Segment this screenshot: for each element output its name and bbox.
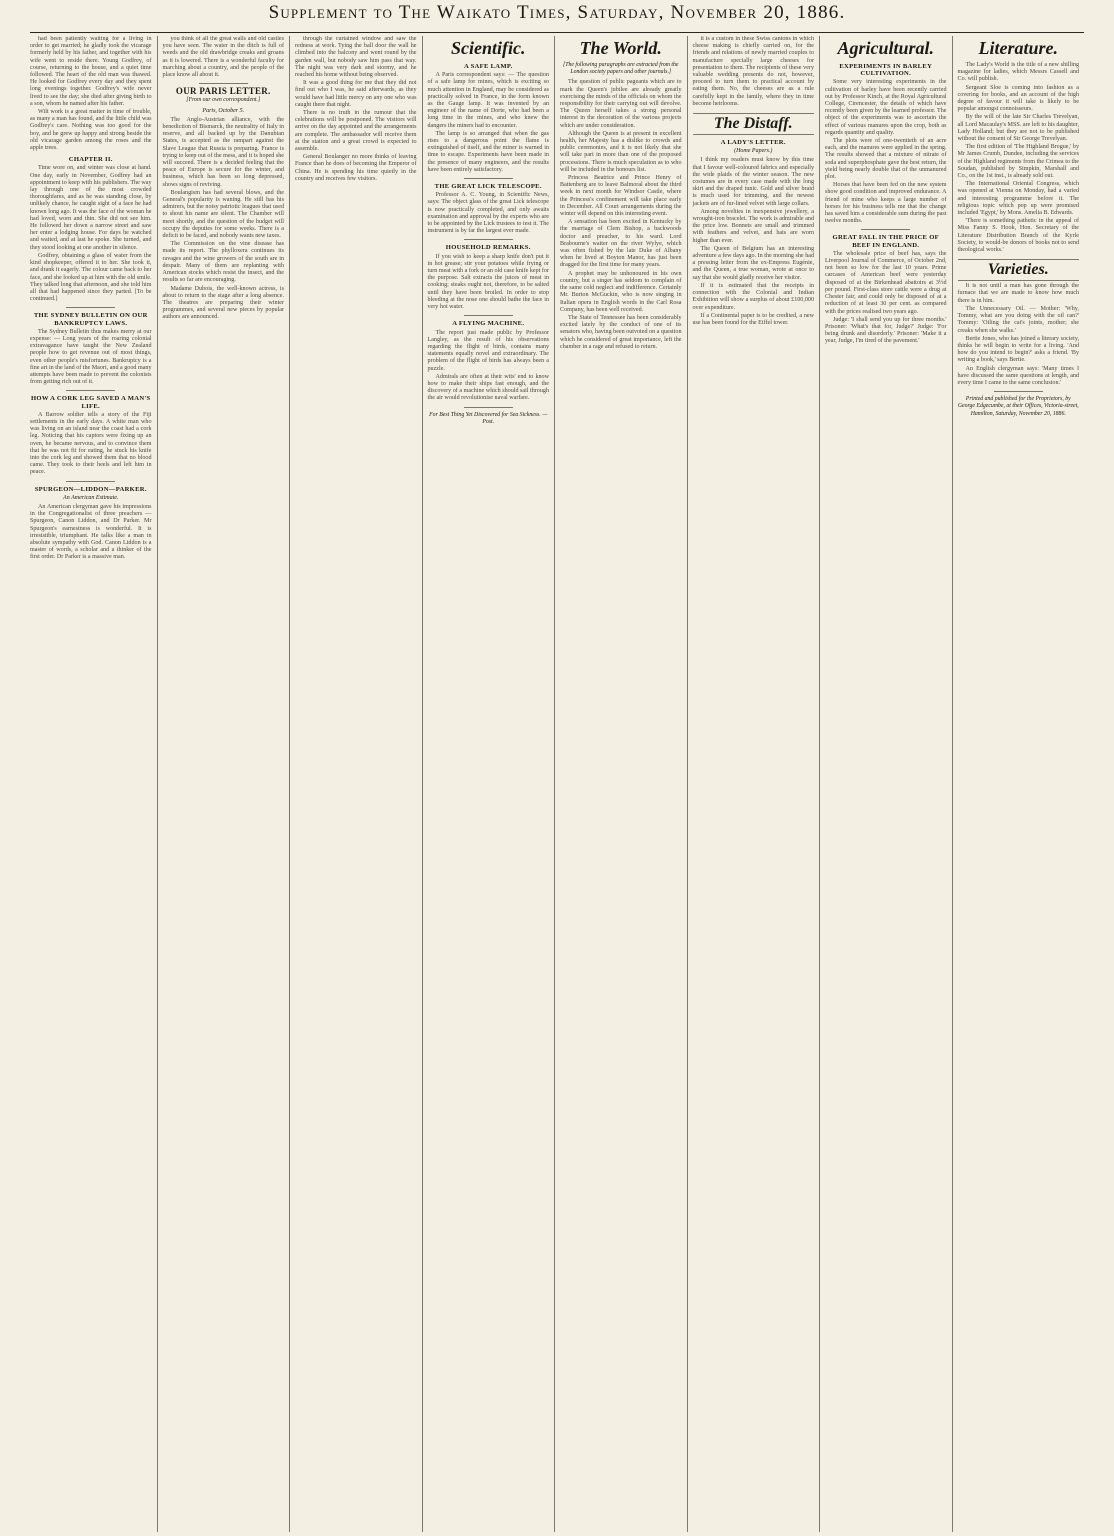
article-text: A Paris correspondent says: — The question of a safe lamp for mines, which is exciting so much attention in England, may be considered as practically solved in France, in the form known as the Gauge lamp. It was invented by an engineer of the name of Dorte, who had been a long time in the mines, and who knew the dangers the miners had to encounter. [427, 72, 549, 129]
headline-paris-letter: OUR PARIS LETTER. [175, 86, 271, 97]
article-text: The first edition of 'The Highland Brogue,' by Mr James Crumb, Dundee, including the services of the Highland regiments from the Crimea to the Soudan, published by Simpkin, Marshall and Co., on the 1st inst., is already sold out. [957, 144, 1079, 180]
divider [994, 391, 1043, 392]
article-text: Admirals are often at their wits' end to know how to make their ships fast enough, and the discovery of a machine which should sail through the air would revolutionise naval warfare. [427, 373, 549, 402]
divider [464, 178, 513, 179]
article-text: Time wore on, and winter was close at hand. One day, early in November, Godfrey had an appointment to keep with his publishers. The way lay through one of the most crowded thoroughfares, and as he was standing close, by unlikely chance, he caught sight of a face he had known long ago. It was the face of the woman he had loved, worn and thin. She did not see him. He followed her down a narrow street and saw her enter a lodging house. For days he watched and waited, and at last he spoke. She turned, and they stood looking at one another in silence. [30, 165, 152, 251]
column-5 [554, 36, 687, 1532]
headline-flying-machine: A FLYING MACHINE. [452, 320, 525, 328]
article-text: you think of all the great walls and old castles you have seen. The water in the ditch is full of weeds and the old drawbridge creaks and groans as it is lowered. There is a wonderful faculty for marching about a country, and the people of the place know all about it. [162, 36, 284, 79]
article-text: Among novelties in inexpensive jewellery, a wrought-iron bracelet. The work is admirable and the price low. Bonnets are small and trimmed with feathers and velvet, and hats are worn higher than ever. [692, 208, 814, 244]
article-text: By the will of the late Sir Charles Trevelyan, all Lord Macaulay's MSS. are left to his daughter, Lady Holland; but they are not to be published without the consent of Sir George Trevelyan. [957, 114, 1079, 143]
divider [861, 229, 910, 230]
article-text: A Barrow soldier tells a story of the Fiji settlements in the early days. A white man who was living on an island near the coast had a cork leg. Noticing that his captors were fixing up an oven, he became nervous, and to convince them that he was not fit for eating, he stuck his knife into the cork leg and showed them that no blood came. They took to their heels and left him in peace. [30, 411, 152, 476]
article-text: I think my readers must know by this time that I favour well-coloured fabrics and especially the wide plaids of the winter season. The new costumes are in every case made with the long skirt and the draped tunic. Gold and silver braid is much used for trimming, and the newest jackets are of fur-lined velvet with large collars. [692, 157, 814, 207]
divider [199, 83, 248, 84]
article-text: 'There is something pathetic in the appeal of Miss Fanny S. Hook, Hon. Secretary of the Literature Distribution Branch of the Kyrle Society, to would-be donors of books not to send theological works.' [957, 218, 1079, 254]
column-6 [687, 36, 820, 1532]
section-title-varieties: Varieties. [958, 259, 1080, 281]
article-text: Horses that have been fed on the new system show good condition and improved endurance. A friend of mine who keeps a large number of horses for his business tells me that the change has saved him a considerable sum during the past twelve months. [825, 182, 947, 225]
article-text: The question of public pageants which are to mark the Queen's jubilee are already greatly exercising the minds of the officials on whom the responsibility for their carrying out will devolve. The Queen herself takes a strong personal interest in the decoration of the various projects which are under consideration. [560, 79, 682, 129]
section-title-agricultural: Agricultural. [837, 38, 935, 58]
article-text: The Unnecessary Oil. — Mother: 'Why, Tommy, what are you doing with the oil can?' Tommy: 'Oiling the cat's joints, mother; she creaks when she walks.' [957, 305, 1079, 334]
column-7 [819, 36, 952, 1532]
article-text: It is not until a man has gone through the furnace that we are made to know how much there is in him. [957, 283, 1079, 304]
article-text: Madame Dubois, the well-known actress, is about to return to the stage after a long absence. The theatres are preparing their winter programmes, and several new pieces by popular authors are announced. [162, 285, 284, 321]
article-text: The wholesale price of beef has, says the Liverpool Journal of Commerce, of October 2nd, not been so low for the last 10 years. Prime carcases of American beef were yesterday disposed of at the Birkenhead abattoirs at 3½d per pound. First-class store cattle were a drug at Chester fair, and could only be disposed of at a reduction of at least 30 per cent. as compared with the prices realised two years ago. [825, 250, 947, 315]
dateline: Paris, October 5. [202, 107, 245, 114]
columns [30, 36, 1084, 1532]
headline-ladys-letter: A LADY'S LETTER. [720, 139, 786, 147]
headline-safe-lamp: A SAFE LAMP. [463, 63, 513, 70]
column-8 [952, 36, 1085, 1532]
article-text: There is no truth in the rumour that the celebrations will be postponed. The visitors will arrive on the day appointed and the arrangements are complete. The ambassador will receive them at the station and a great crowd is expected to assemble. [295, 110, 417, 153]
subheading: An American Estimate. [63, 494, 119, 501]
headline-beef: GREAT FALL IN THE PRICE OF BEEF IN ENGLAND. [832, 234, 939, 249]
article-text: The State of Tennessee has been considerably excited lately by the conduct of one of its senators who, having been outvoted on a question which he considered of great importance, left the chamber in a rage and refused to return. [560, 314, 682, 350]
article-text: Judge: 'I shall send you up for three months.' Prisoner: 'What's that for, Judge?' Judge: 'For being drunk and disorderly.' Prisoner: 'Make it a year, Judge, I'm tired of the pavement.' [825, 316, 947, 345]
article-text: It was a good thing for me that they did not find out who I was, he said afterwards, as they would have had little mercy on any one who was caught there that night. [295, 80, 417, 108]
article-text: The Queen of Belgium has an interesting adventure a few days ago. In the morning she had a pressing letter from the ex-Empress Eugénie, and the Queen, a true woman, wrote at once to say that she would gladly receive her visitor. [692, 245, 814, 281]
chapter-heading: CHAPTER II. [68, 156, 113, 164]
column-4 [422, 36, 555, 1532]
divider [66, 390, 115, 391]
article-text: An English clergyman says: 'Many times I have discussed the same questions at length, and every time I came to the same conclusion.' [957, 365, 1079, 386]
section-title-scientific: Scientific. [451, 38, 526, 58]
column-3 [289, 36, 422, 1532]
headline-cork-leg: HOW A CORK LEG SAVED A MAN'S LIFE. [30, 395, 151, 410]
column-2 [157, 36, 290, 1532]
article-text: If a Continental paper is to be credited, a new use has been found for the Eiffel tower. [692, 312, 814, 326]
article-text: through the curtained window and saw the redness at work. Tying the ball door the wall he climbed into the balcony and went round by the garden wall, but nobody saw him pass that way. The night was very dark and stormy, and he reached his home without being observed. [295, 36, 417, 79]
advert-line: For Best Thing Yet Discovered for Sea Sickness. — Post. [429, 411, 548, 425]
article-text: A prophet may be unhonoured in his own country, but a singer has seldom to complain of the same cold neglect and indifference. Certainly Mr. Burton McGuckin, who is now singing in Italian opera in English words in the Carl Rosa Company, has been well received. [560, 270, 682, 313]
headline-barley: EXPERIMENTS IN BARLEY CULTIVATION. [839, 63, 933, 78]
article-text: The International Oriental Congress, which was opened at Vienna on Monday, had a varied and interesting programme before it. The religious topic which pop up were promised included 'Egypt,' by Mons. Amelia B. Edwards. [957, 181, 1079, 217]
article-text: it is a custom in these Swiss cantons in which cheese making is chiefly carried on, for the friends and relations of newly married couples to manufacture specially large cheeses for presentation to them. The recipients of these very valuable wedding presents do not, however, proceed to turn them to practical account by eating them. No, the cheeses are as a rule carefully kept in the family, where they in time become heirlooms. [692, 36, 814, 107]
divider [464, 407, 513, 408]
headline-household: HOUSEHOLD REMARKS. [445, 244, 531, 252]
article-text: The Commission on the vine disease has made its report. The phylloxera continues its ravages and the wine growers of the south are in despair. Many of them are replanting with American stocks which resist the insect, and the results so far are encouraging. [162, 241, 284, 284]
article-text: The Lady's World is the title of a new shilling magazine for ladies, which Messrs Cassell and Co. will publish. [957, 62, 1079, 83]
article-text: The lamp is so arranged that when the gas rises to a dangerous point the flame is extinguished of itself, and the miner is warned in time to escape. Experiments have been made in the presence of many engineers, and the results have been entirely satisfactory. [427, 130, 549, 173]
headline-sydney-bulletin: THE SYDNEY BULLETIN ON OUR BANKRUPTCY LAWS. [33, 312, 148, 327]
section-title-distaff: The Distaff. [693, 113, 815, 135]
correspondent-note: [From our own correspondent.] [186, 97, 261, 104]
article-text: Godfrey, obtaining a glass of water from the kind shopkeeper, offered it to her. She took it, and drank it eagerly. The colour came back to her face, and she looked up at him with the old smile. They talked long that afternoon, and she told him all that had happened since they parted. [To be continued.] [30, 252, 152, 303]
article-text: Bertie Jones, who has joined a literary society, thinks he will begin to write for a living. 'And how do you intend to begin?' asks a friend. 'By writing a book,' says Bertie. [957, 335, 1079, 364]
article-text: An American clergyman gave his impressions in the Congregationalist of three preachers — Spurgeon, Canon Liddon, and Dr Parker. Mr Spurgeon's earnestness is wonderful. It is irresistible, triumphant. He talks like a man in absolute sympathy with God. Canon Liddon is a master of words, a scholar and a thinker of the first order. Dr Parker is a massive man. [30, 503, 152, 561]
column-1 [30, 36, 157, 1532]
divider [66, 307, 115, 308]
article-text: Princess Beatrice and Prince Henry of Battenberg are to leave Balmoral about the third week in next month for Windsor Castle, where the Princess's confinement will take place early in December. All Court arrangements during the winter will depend on this interesting event. [560, 175, 682, 218]
masthead: Supplement to The Waikato Times, Saturday, November 20, 1886. [30, 2, 1084, 33]
article-text: A sensation has been excited in Kentucky by the marriage of Clem Bishop, a backwoods doctor and preacher, to his ward. Lord Brabourne's waiter on the river Wylye, which was often fished by the late Duke of Albany when he lived at Boyton Manor, has just been dragged for the first time for many years. [560, 219, 682, 269]
section-note: [The following paragraphs are extracted from the London society papers and other journals.] [562, 62, 679, 76]
subheading: (Home Papers.) [734, 148, 773, 155]
article-text: Boulangism has had several blows, and the General's popularity is waning. He still has his admirers, but the noisy patriotic leagues that used to shout his name are silent. The Chamber will meet shortly, and the question of the budget will occupy the deputies for some weeks. There is a deficit to be faced, and nobody wants new taxes. [162, 189, 284, 240]
divider [464, 239, 513, 240]
imprint: Printed and published for the Proprietors, by George Edgecumbe, at their Offices, Victoria-street, Hamilton, Saturday, November 20, 1886. [957, 396, 1079, 417]
article-text: If it is estimated that the receipts in connection with the Colonial and Indian Exhibition will show a surplus of about £100,000 over expenditure. [692, 282, 814, 311]
divider [464, 315, 513, 316]
article-text: had been patiently waiting for a living in order to get married; he gladly took the vicarage formerly held by his father, and together with his wife went to reside there. Young Godfrey, of course, returning to the house, and a quiet time followed. The heart of the old man was thawed. He looked for Godfrey every day and they spent long evenings together. Godfrey's wife never lived to see the day; she died after giving birth to a son, whom he named after his father. [30, 36, 152, 107]
article-text: The report just made public by Professor Langley, as the result of his observations regarding the flight of birds, contains many statements equally novel and extraordinary. The problem of the flight of birds has always been a puzzle. [427, 329, 549, 372]
article-text: If you wish to keep a sharp knife don't put it in hot grease; stir your potatoes while frying or turn meat with a fork or an old case knife kept for the purpose. Salt extracts the juices of meat in cooking; steaks ought not, therefore, to be salted until they have been broiled. In order to stop bleeding at the nose one should bathe the face in very hot water. [427, 253, 549, 311]
article-text: General Boulanger no more thinks of leaving France than he does of becoming the Emperor of China. He is spending his time quietly in the country and receives few visitors. [295, 154, 417, 182]
section-title-literature: Literature. [978, 38, 1058, 58]
headline-spurgeon: SPURGEON—LIDDON—PARKER. [34, 485, 147, 493]
headline-lick-telescope: THE GREAT LICK TELESCOPE. [434, 183, 542, 191]
article-text: Although the Queen is at present in excellent health, her Majesty has a dislike to crowds and public ceremonies, and it is not likely that she will take part in more than one of the proposed processions. There is much speculation as to who will be included in the honours list. [560, 130, 682, 173]
article-text: Wilt work is a great matter in time of trouble, as many a man has found, and the little child was Godfrey's care. Nothing was too good for the boy, and he grew up happy and strong beside the old vicarage garden among the roses and the apple trees. [30, 109, 152, 152]
article-text: Sergeant Sloe is coming into fashion as a covering for books, and an account of the high degree of favour it will take is likely to be popular amongst connoisseurs. [957, 84, 1079, 113]
article-text: Professor A. C. Young, in Scientific News, says: The object glass of the great Lick telescope is now practically completed, and only awaits examination and approval by the experts who are to be appointed by the Lick trustees to test it. The instrument is by far the largest ever made. [427, 192, 549, 235]
section-title-world: The World. [579, 38, 662, 58]
article-text: The plots were of one-twentieth of an acre each, and the manures were applied in the spring. The results showed that a mixture of nitrate of soda and superphosphate gave the best return, the yield being nearly double that of the unmanured plot. [825, 138, 947, 181]
article-text: Some very interesting experiments in the cultivation of barley have been recently carried out by Professor Kinch, at the Royal Agricultural College, Cirencester, the details of which have recently been given by the learned professor. The object of the experiments was to ascertain the effect of various manures upon the crop, both as regards quantity and quality. [825, 79, 947, 136]
article-text: The Anglo-Austrian alliance, with the benediction of Bismarck, the neutrality of Italy in reserve, and all backed up by the Danubian States, is accepted as the rampart against the Slave League that Russia is preparing. France is trying to keep out of the mess, and it is hoped she will succeed. There is a decided feeling that the peace of Europe is secure for the winter, and business, which has been so long depressed, shows signs of reviving. [162, 116, 284, 188]
article-text: The Sydney Bulletin thus makes merry at our expense: — Long years of the roaring colonial extravagance have taught the New Zealand people how to get revenue out of most things, even other people's misfortunes. Bankruptcy is a fine art in the land of the Maori, and a good many attempts have been made to prevent the colonists from getting rich out of it. [30, 328, 152, 386]
divider [66, 481, 115, 482]
